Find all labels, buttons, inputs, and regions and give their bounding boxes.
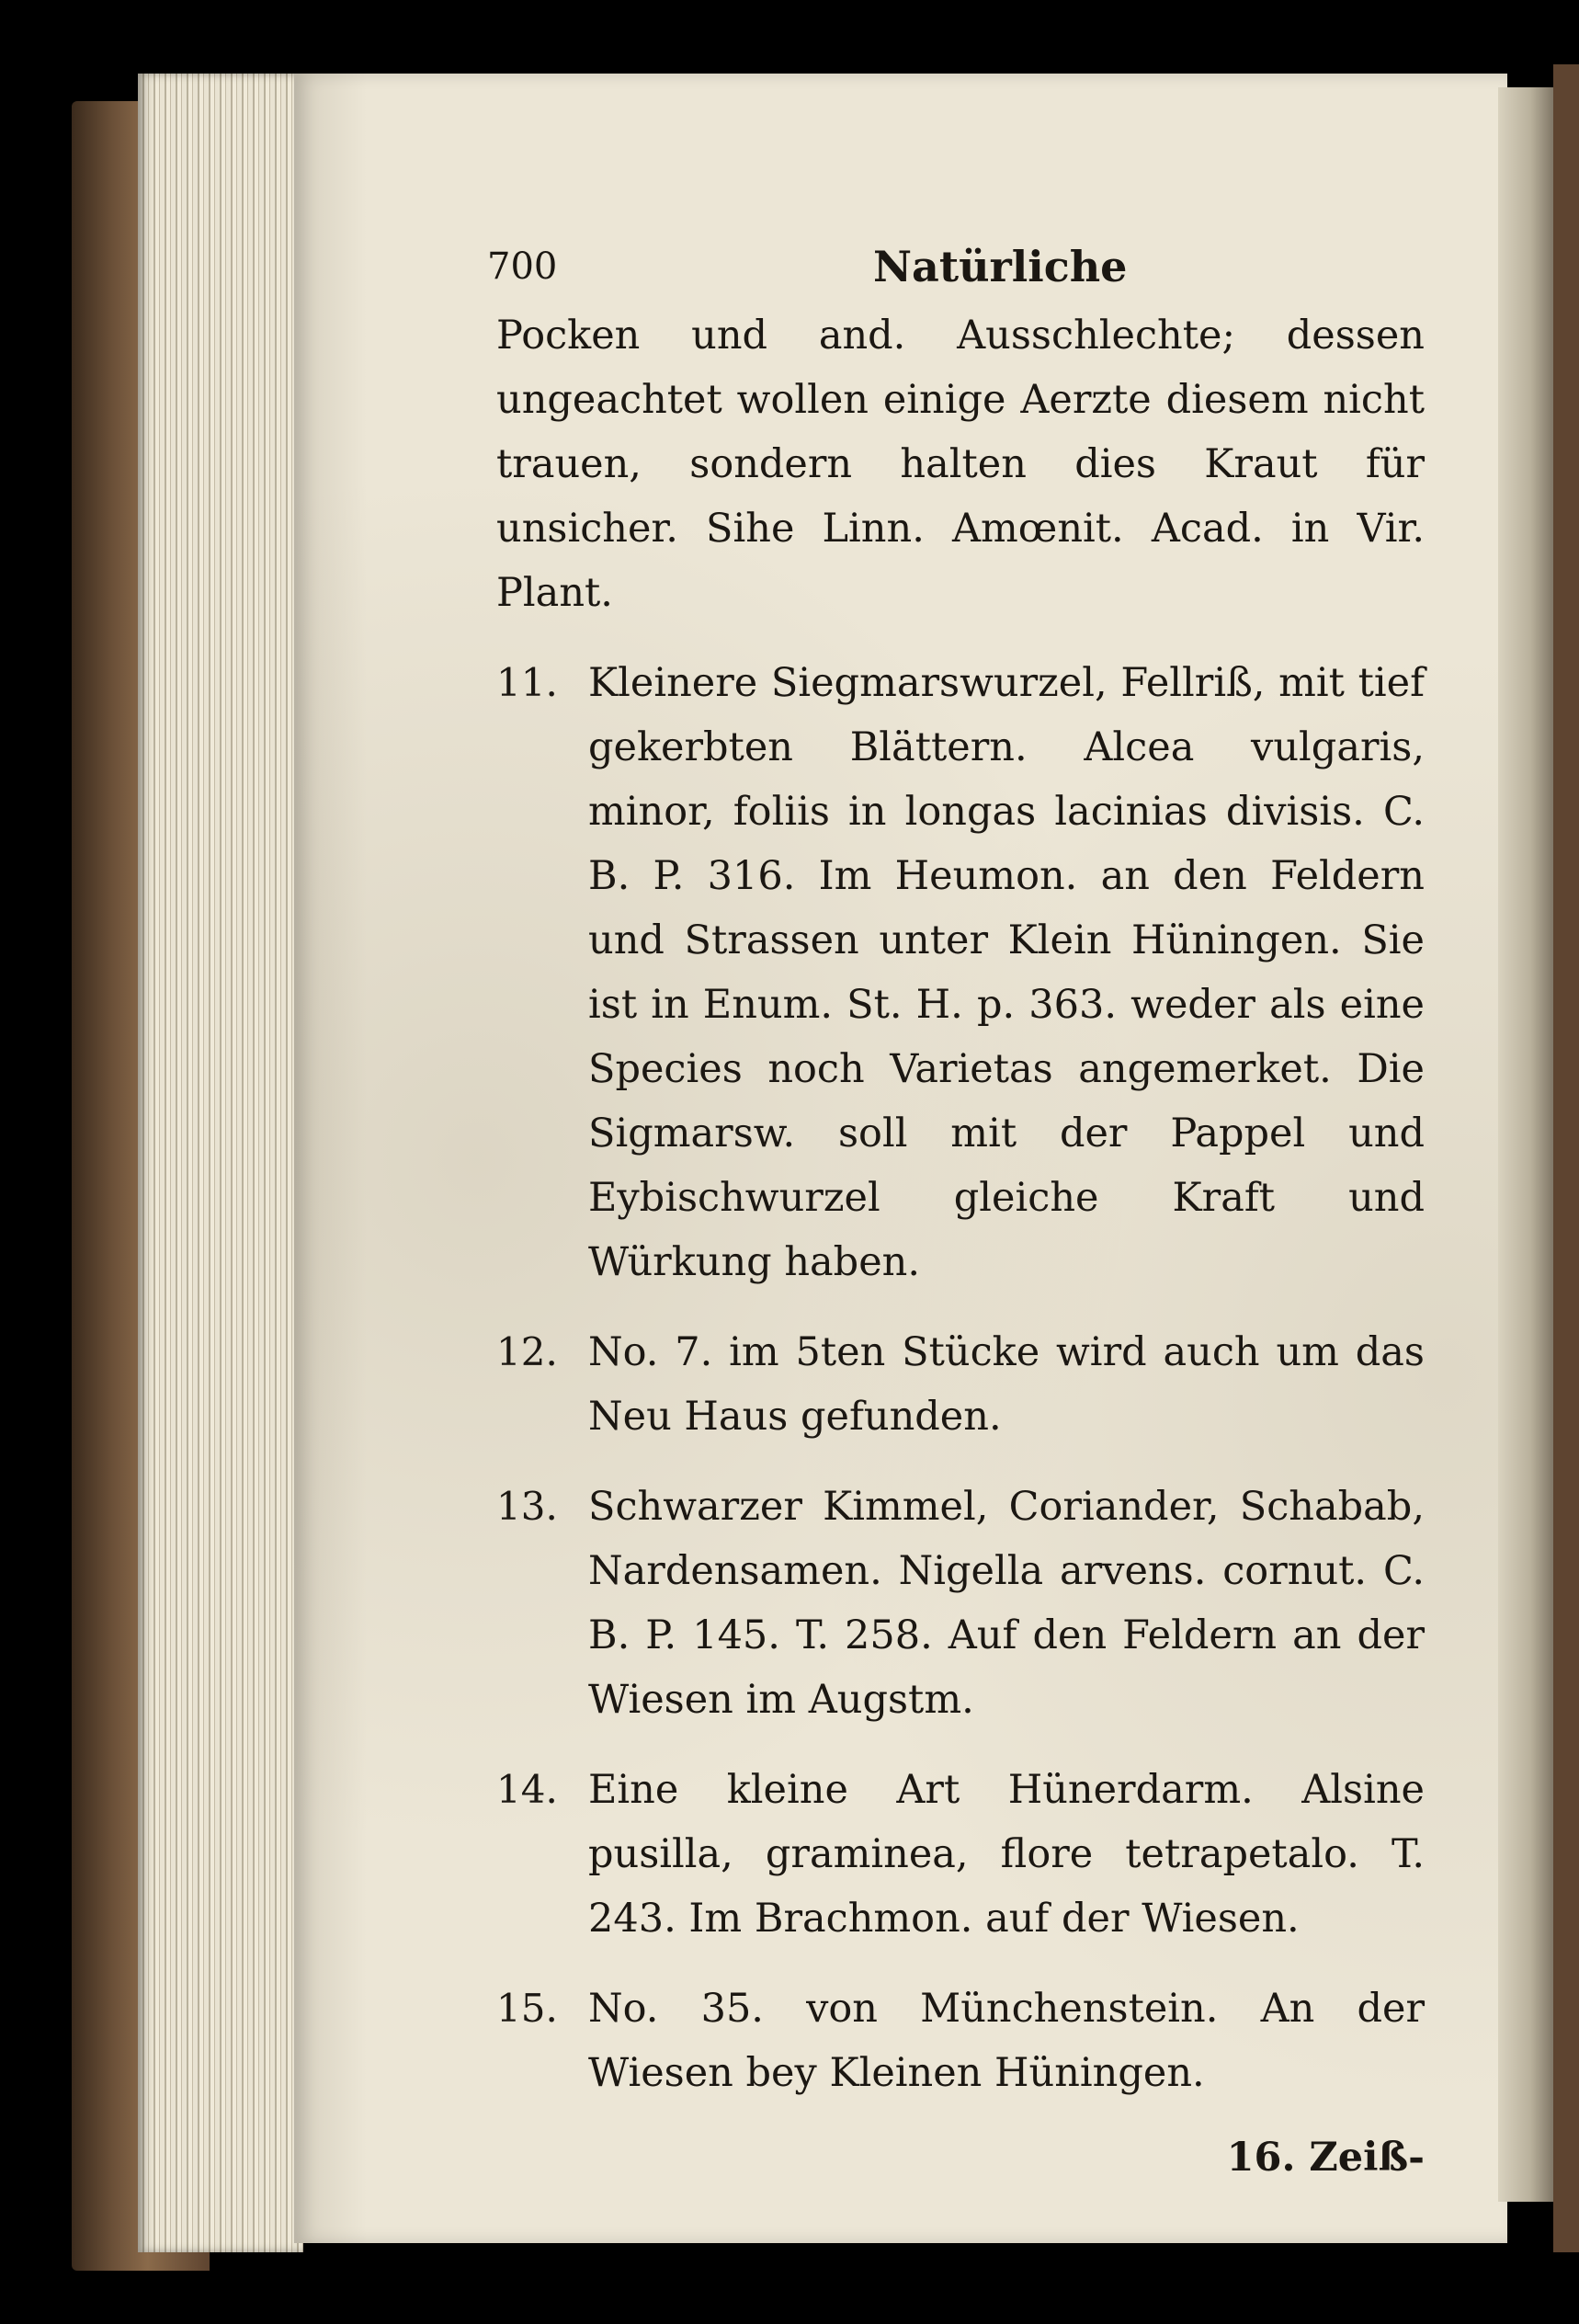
entry-number: 13. — [496, 1484, 558, 1529]
catchword-line — [496, 2125, 1425, 2199]
entry-text: No. 35. von Münchenstein. An der Wiesen bey Kleinen Hüningen. — [588, 1986, 1425, 2096]
entry-text: Kleinere Siegmarswurzel, Fellriß, mit tief gekerbten Blättern. Alcea vulgaris, minor, foliis in longas lacinias divisis. C. B. P. 316. Im Heumon. an den Feldern und Strassen unter Klein Hüningen. Sie ist in Enum. St. H. p. 363. weder als eine Species noch Varietas angemerket. Die Sigmarsw. soll mit der Pappel und Eybischwurzel gleiche Kraft und Würkung haben. — [588, 660, 1425, 1285]
entry-13 — [496, 1475, 1425, 1732]
running-title: Natürliche — [873, 242, 1128, 291]
book-cover-right — [1553, 64, 1579, 2252]
page-number: 700 — [487, 245, 558, 288]
page-edges — [138, 74, 303, 2252]
entry-text: Schwarzer Kimmel, Coriander, Schabab, Nardensamen. Nigella arvens. cornut. C. B. P. 145. T. 258. Auf den Feldern an der Wiesen im Augstm. — [588, 1484, 1425, 1723]
entry-text: Eine kleine Art Hünerdarm. Alsine pusilla, graminea, flore tetrapetalo. T. 243. Im Brachmon. auf der Wiesen. — [588, 1767, 1425, 1942]
entry-15 — [496, 1977, 1425, 2105]
entry-14 — [496, 1758, 1425, 1951]
page-content — [487, 234, 1425, 2199]
intro-paragraph: Pocken und and. Ausschlechte; dessen ungeachtet wollen einige Aerzte diesem nicht trauen, sondern halten dies Kraut für unsicher. Sihe Linn. Amœnit. Acad. in Vir. Plant. — [496, 313, 1425, 616]
entry-number: 12. — [496, 1329, 558, 1374]
entry-number: 14. — [496, 1767, 558, 1812]
entry-number: 11. — [496, 660, 558, 705]
page-header — [487, 234, 1425, 303]
entry-text: No. 7. im 5ten Stücke wird auch um das Neu Haus gefunden. — [588, 1329, 1425, 1440]
catchword: 16. Zeiß- — [1226, 2135, 1425, 2181]
entry-12 — [496, 1320, 1425, 1449]
entry-number: 15. — [496, 1986, 558, 2031]
entry-11 — [496, 651, 1425, 1294]
